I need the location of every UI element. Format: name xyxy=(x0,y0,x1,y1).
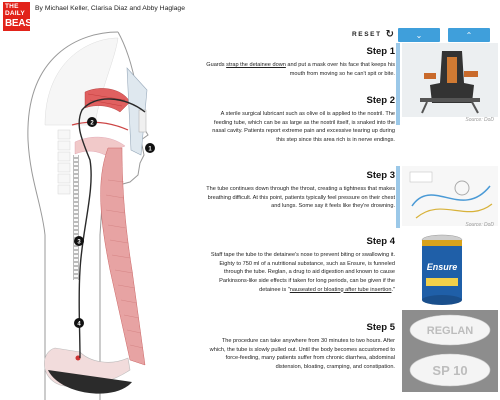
strap-detainee-link[interactable]: strap the detainee down xyxy=(226,62,286,68)
reset-label: RESET xyxy=(352,31,382,38)
previous-step-button[interactable] xyxy=(448,28,490,42)
step-4-title: Step 4 xyxy=(366,236,395,247)
logo-line-1: THE DAILY xyxy=(5,3,25,17)
step-2-title: Step 2 xyxy=(366,95,395,106)
chevron-down-icon: ⌄ xyxy=(415,30,423,40)
feeding-tube-image xyxy=(402,166,498,226)
step-5-title: Step 5 xyxy=(366,322,395,333)
marker-2-label: 2 xyxy=(90,120,94,127)
nauseated-link[interactable]: nauseated or bloating after tube insertion xyxy=(289,286,392,293)
step-1-source: Source: DoD xyxy=(465,117,494,123)
step-1-title: Step 1 xyxy=(366,46,395,57)
step-2-text: A sterile surgical lubricant such as olive oil is applied to the nostril. The feeding tube, which can be as large as the nostril itself, is snaked into the nasal cavity. Patients report extreme pain and excessive tearing up during this step since this area rich is in nerve endings. xyxy=(212,111,395,143)
chevron-up-icon: ⌃ xyxy=(465,30,473,40)
restraint-chair-image xyxy=(402,43,498,117)
pill-text-2: SP 10 xyxy=(432,363,468,378)
step-3-title: Step 3 xyxy=(366,170,395,181)
reglan-pills-image xyxy=(402,310,498,392)
step-1[interactable] xyxy=(205,46,395,78)
ensure-can-photo xyxy=(402,232,498,307)
step-1-text xyxy=(205,61,395,78)
restraint-chair-photo xyxy=(402,43,498,117)
reset-button[interactable] xyxy=(352,29,394,40)
step-1-highlight-bar xyxy=(396,43,400,125)
anatomy-figure xyxy=(0,30,205,400)
step-4-text-a: Staff tape the tube to the detainee's nose to prevent biting or swallowing it. Eighty to 750 ml of a nutritional substance, such as Ensure, is funneled through the tube. Reglan, a drug to aid digestion and known to cause Parkinsons-like side effects if taken for long periods, can be given if the detainee is " xyxy=(210,252,395,293)
daily-beast-logo[interactable] xyxy=(3,2,38,31)
ensure-brand-text: Ensure xyxy=(426,262,458,272)
pill-text-1: REGLAN xyxy=(426,325,474,337)
next-step-button[interactable] xyxy=(398,28,440,42)
step-3-source: Source: DoD xyxy=(465,222,494,228)
step-4-text-b: ." xyxy=(391,286,395,293)
reglan-pills-photo xyxy=(402,310,498,392)
marker-3-label: 3 xyxy=(77,239,81,246)
step-3[interactable] xyxy=(205,170,395,211)
step-4-text xyxy=(205,251,395,294)
step-1-text-a: Guards xyxy=(206,62,227,68)
marker-4-label: 4 xyxy=(77,321,81,328)
byline: By Michael Keller, Clarisa Diaz and Abby Haglage xyxy=(35,5,185,12)
step-4[interactable] xyxy=(205,236,395,294)
step-3-text: The tube continues down through the throat, creating a tightness that makes breathing difficult. At this point, patients typically feel pressure on their chest and lungs. Some say it feels like they're drowning. xyxy=(206,186,395,210)
reset-icon: ↻ xyxy=(385,29,395,40)
step-5[interactable] xyxy=(205,322,395,372)
step-1-text-b: and put a mask over his face that keeps his mouth from moving so he can't spit or bite. xyxy=(285,62,395,77)
feeding-tube-photo xyxy=(402,166,498,226)
marker-1-label: 1 xyxy=(148,146,152,153)
anatomy-illustration xyxy=(0,30,205,400)
ensure-can-image xyxy=(402,232,498,307)
step-3-highlight-bar xyxy=(396,166,400,228)
step-2[interactable] xyxy=(205,95,395,145)
step-5-text: The procedure can take anywhere from 30 minutes to two hours. After which, the tube is slowly pulled out. Until the body becomes accustomed to force-feeding, many patients suffer from chronic diarrhea, abdominal distension, bloating, cramping, and constipation. xyxy=(209,338,395,370)
logo-line-2: BEAST xyxy=(5,18,38,29)
